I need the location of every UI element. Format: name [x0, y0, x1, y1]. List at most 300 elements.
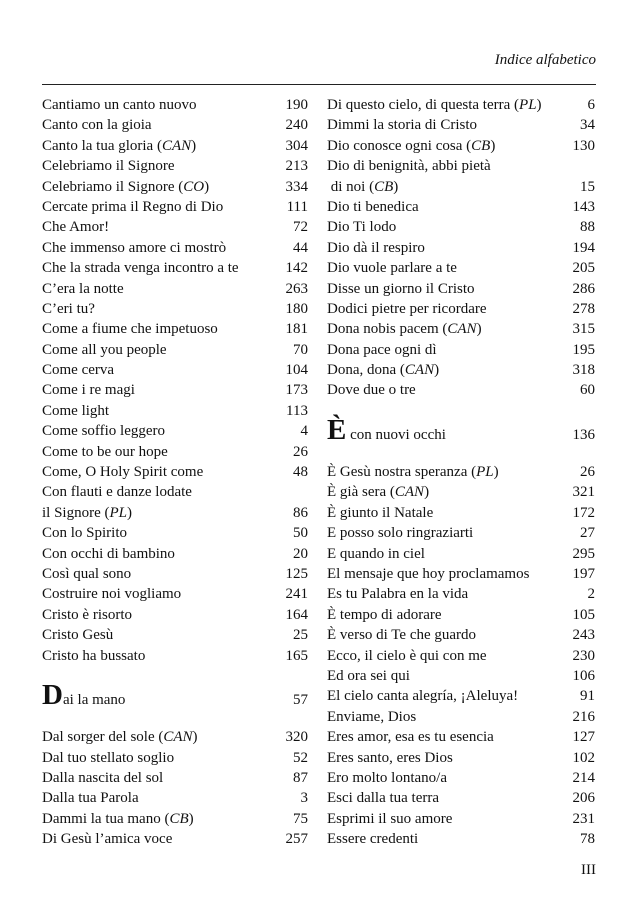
index-entry	[327, 95, 595, 115]
entry-page-number: 104	[285, 362, 308, 379]
index-column-left	[42, 95, 308, 849]
index-entry	[327, 584, 595, 604]
entry-title-text: Come a fiume che impetuoso	[42, 321, 218, 338]
entry-title-text: Ecco, il cielo è qui con me	[327, 647, 487, 664]
entry-title-text: È tempo di adorare	[327, 606, 442, 623]
entry-title	[327, 809, 452, 829]
index-entry	[327, 360, 595, 380]
entry-title-text: Che immenso amore ci mostrò	[42, 239, 227, 256]
index-entry	[42, 809, 308, 829]
entry-page-number: 50	[293, 525, 308, 542]
index-entry	[42, 584, 308, 604]
entry-page-number: 88	[580, 219, 595, 236]
entry-title	[42, 748, 174, 768]
entry-title-text: Come to be our hope	[42, 443, 168, 460]
entry-title	[327, 156, 491, 176]
index-entry	[327, 380, 595, 400]
entry-tag: CAN	[394, 484, 425, 501]
entry-title	[327, 768, 447, 788]
entry-page-number: 102	[572, 749, 595, 766]
index-entry	[42, 788, 308, 808]
entry-page-number: 86	[293, 504, 308, 521]
entry-title-text: ai la mano	[62, 692, 126, 709]
index-entry	[327, 238, 595, 258]
entry-title-text: Così qual sono	[42, 565, 132, 582]
entry-title	[42, 584, 181, 604]
entry-title-text: Come, O Holy Spirit come	[42, 464, 204, 481]
entry-title-text: Cristo è risorto	[42, 606, 132, 623]
entry-title	[42, 625, 113, 645]
entry-tag-close: )	[493, 464, 499, 481]
entry-title-text: Canto la tua gloria (	[42, 137, 162, 154]
entry-title-text: Come all you people	[42, 341, 167, 358]
entry-title-text: Dio conosce ogni cosa (	[327, 137, 472, 154]
entry-title	[327, 605, 442, 625]
entry-page-number: 125	[285, 565, 308, 582]
entry-page-number: 130	[572, 137, 595, 154]
entry-tag: CB	[169, 810, 189, 827]
index-entry	[327, 197, 595, 217]
entry-title	[42, 380, 135, 400]
index-entry	[327, 136, 595, 156]
index-entry	[42, 482, 308, 502]
entry-title-text: È giunto il Natale	[327, 504, 434, 521]
entry-page-number: 295	[572, 545, 595, 562]
entry-title	[42, 564, 131, 584]
entry-title	[327, 727, 494, 747]
entry-tag-close: )	[191, 137, 197, 154]
entry-title-text: Dalla nascita del sol	[42, 769, 164, 786]
entry-title-text: Come cerva	[42, 362, 115, 379]
entry-title-text: Con occhi di bambino	[42, 545, 175, 562]
running-header: Indice alfabetico	[494, 52, 596, 68]
index-entry	[42, 258, 308, 278]
index-entry	[42, 768, 308, 788]
entry-tag: PL	[519, 97, 537, 113]
entry-title-text: Che la strada venga incontro a te	[42, 260, 239, 277]
index-entry	[327, 605, 595, 625]
index-entry	[327, 829, 595, 849]
index-entry	[327, 666, 595, 686]
entry-page-number: 6	[587, 97, 595, 113]
entry-page-number: 214	[572, 769, 595, 786]
entry-page-number: 113	[286, 402, 308, 419]
header-rule	[42, 84, 596, 85]
entry-title	[42, 421, 165, 441]
entry-title	[42, 115, 152, 135]
index-section-start	[42, 679, 308, 727]
entry-title	[327, 584, 468, 604]
entry-tag: CB	[471, 137, 491, 154]
entry-title	[42, 523, 127, 543]
entry-title-text: Di Gesù l’amica voce	[42, 831, 173, 848]
index-entry	[327, 217, 595, 237]
index-entry	[42, 748, 308, 768]
index-entry	[42, 544, 308, 564]
entry-tag-close: )	[393, 178, 399, 195]
entry-page-number: 278	[572, 300, 595, 317]
entry-title	[327, 564, 529, 584]
entry-page-number: 52	[293, 749, 308, 766]
entry-page-number: 320	[285, 729, 308, 746]
index-entry	[327, 482, 595, 502]
entry-title-text: Dodici pietre per ricordare	[327, 300, 487, 317]
index-entry	[327, 788, 595, 808]
entry-tag-close: )	[434, 362, 440, 379]
entry-title	[327, 625, 476, 645]
entry-title-text: Dal tuo stellato soglio	[42, 749, 175, 766]
index-entry	[42, 523, 308, 543]
entry-title-text: Costruire noi vogliamo	[42, 586, 182, 603]
entry-title	[42, 401, 109, 421]
entry-tag: CAN	[404, 362, 435, 379]
index-entry	[327, 319, 595, 339]
entry-title-text: Cercate prima il Regno di Dio	[42, 198, 224, 215]
entry-title	[42, 442, 168, 462]
entry-title	[327, 258, 457, 278]
index-entry	[327, 707, 595, 727]
entry-page-number: 286	[572, 280, 595, 297]
index-entry	[42, 605, 308, 625]
entry-title-text: Dio di benignità, abbi pietà	[327, 158, 491, 175]
entry-title	[42, 340, 167, 360]
entry-title-text: Disse un giorno il Cristo	[327, 280, 475, 297]
entry-title	[42, 177, 209, 197]
entry-title-text: il Signore (	[42, 504, 110, 521]
entry-title-text: Celebriamo il Signore (	[42, 178, 184, 195]
entry-page-number: 173	[285, 382, 308, 399]
index-entry	[42, 115, 308, 135]
entry-title	[327, 462, 499, 482]
section-initial: D	[42, 679, 63, 712]
entry-page-number: 240	[285, 117, 308, 134]
entry-title	[327, 319, 482, 339]
entry-title-text: E posso solo ringraziarti	[327, 525, 474, 542]
entry-tag-close: )	[188, 810, 194, 827]
index-entry	[327, 564, 595, 584]
entry-title	[327, 748, 453, 768]
entry-page-number: 257	[285, 831, 308, 848]
entry-tag-close: )	[192, 729, 198, 746]
entry-title-text: Ed ora sei qui	[327, 667, 410, 684]
entry-page-number: 105	[572, 606, 595, 623]
entry-page-number: 26	[580, 464, 595, 481]
index-entry	[327, 503, 595, 523]
entry-page-number: 70	[293, 341, 308, 358]
entry-title	[42, 788, 139, 808]
entry-title-text: Esprimi il suo amore	[327, 810, 453, 827]
index-entry	[42, 156, 308, 176]
entry-title-text: È già sera (	[327, 484, 395, 501]
index-entry	[42, 646, 308, 666]
entry-title	[42, 258, 239, 278]
entry-page-number: 20	[293, 545, 308, 562]
index-entry	[42, 136, 308, 156]
index-entry	[327, 625, 595, 645]
index-entry	[42, 340, 308, 360]
entry-page-number: 206	[572, 790, 595, 807]
entry-title-text: con nuovi occhi	[346, 427, 446, 444]
entry-title-text: Esci dalla tua terra	[327, 790, 440, 807]
entry-title	[42, 238, 226, 258]
entry-title	[327, 177, 398, 197]
entry-title-text: Che Amor!	[42, 219, 110, 236]
entry-title-text: Eres santo, eres Dios	[327, 749, 453, 766]
entry-title-text: di noi (	[327, 178, 375, 195]
entry-page-number: 180	[285, 300, 308, 317]
entry-title-text: El cielo canta alegría, ¡Aleluya!	[327, 688, 519, 705]
index-entry	[42, 380, 308, 400]
entry-page-number: 87	[293, 769, 308, 786]
entry-title-text: Ero molto lontano/a	[327, 769, 447, 786]
entry-title-text: Celebriamo il Signore	[42, 158, 175, 175]
index-entry	[42, 421, 308, 441]
page-number: III	[581, 862, 596, 878]
index-entry	[327, 686, 595, 706]
entry-title	[42, 299, 95, 319]
entry-page-number: 321	[572, 484, 595, 501]
entry-title-text: Dio ti benedica	[327, 198, 419, 215]
entry-title	[327, 666, 410, 686]
entry-tag-close: )	[536, 97, 542, 113]
entry-title	[327, 136, 495, 156]
index-entry	[42, 625, 308, 645]
entry-title	[42, 646, 145, 666]
entry-title	[327, 503, 433, 523]
entry-page-number: 205	[572, 260, 595, 277]
index-entry	[327, 258, 595, 278]
entry-page-number: 304	[285, 137, 308, 154]
entry-page-number: 78	[580, 831, 595, 848]
index-entry	[42, 177, 308, 197]
entry-title	[327, 360, 439, 380]
entry-title-text: Eres amor, esa es tu esencia	[327, 729, 494, 746]
entry-title-text: Dove due o tre	[327, 382, 416, 399]
index-entry	[42, 829, 308, 849]
entry-page-number: 241	[285, 586, 308, 603]
entry-page-number: 334	[285, 178, 308, 195]
entry-title-text: È verso di Te che guardo	[327, 627, 477, 644]
index-entry	[327, 462, 595, 482]
entry-title	[327, 299, 487, 319]
entry-title-text: Dona, dona (	[327, 362, 405, 379]
entry-title-text: Dimmi la storia di Cristo	[327, 117, 477, 134]
entry-page-number: 27	[580, 525, 595, 542]
entry-title	[42, 136, 196, 156]
entry-page-number: 231	[572, 810, 595, 827]
entry-page-number: 57	[293, 692, 308, 709]
entry-page-number: 142	[285, 260, 308, 277]
index-section-start	[327, 414, 595, 462]
entry-tag: CO	[183, 178, 205, 195]
index-entry	[327, 523, 595, 543]
entry-tag: CAN	[163, 729, 193, 746]
entry-title-text: Dio Ti lodo	[327, 219, 397, 236]
entry-title-text: Dio vuole parlare a te	[327, 260, 457, 277]
entry-title	[327, 829, 418, 849]
entry-page-number: 243	[572, 627, 595, 644]
entry-tag: PL	[476, 464, 494, 481]
entry-page-number: 106	[572, 667, 595, 684]
entry-title	[327, 788, 439, 808]
entry-page-number: 318	[572, 362, 595, 379]
index-entry	[42, 299, 308, 319]
entry-title	[327, 380, 416, 400]
entry-title-text: Dona pace ogni dì	[327, 341, 437, 358]
entry-page-number: 60	[580, 382, 595, 399]
entry-title-text: Di questo cielo, di questa terra (	[327, 97, 520, 113]
entry-page-number: 15	[580, 178, 595, 195]
index-entry	[327, 115, 595, 135]
entry-page-number: 25	[293, 627, 308, 644]
entry-title	[42, 217, 109, 237]
entry-title	[327, 238, 425, 258]
index-entry	[42, 95, 308, 115]
entry-title-text: E quando in ciel	[327, 545, 425, 562]
index-entry	[327, 646, 595, 666]
entry-title	[42, 605, 132, 625]
entry-title	[42, 360, 114, 380]
entry-page-number: 3	[300, 790, 308, 807]
entry-title	[42, 95, 197, 115]
index-entry	[327, 340, 595, 360]
entry-title-text: Enviame, Dios	[327, 708, 417, 725]
entry-page-number: 48	[293, 464, 308, 481]
index-entry	[327, 156, 595, 176]
entry-title	[327, 408, 446, 462]
entry-title-text: Dona nobis pacem (	[327, 321, 448, 338]
entry-tag: PL	[109, 504, 128, 521]
entry-title-text: Es tu Palabra en la vida	[327, 586, 469, 603]
index-entry	[327, 727, 595, 747]
index-entry	[327, 177, 595, 197]
entry-title	[327, 707, 416, 727]
entry-title-text: C’eri tu?	[42, 300, 95, 317]
entry-page-number: 34	[580, 117, 595, 134]
entry-tag-close: )	[127, 504, 133, 521]
entry-page-number: 44	[293, 239, 308, 256]
entry-tag-close: )	[204, 178, 210, 195]
index-entry	[42, 462, 308, 482]
entry-title	[42, 462, 203, 482]
entry-page-number: 164	[285, 606, 308, 623]
entry-title	[42, 673, 125, 727]
entry-title-text: Come i re magi	[42, 382, 135, 399]
entry-title-text: Essere credenti	[327, 831, 419, 848]
entry-title-text: C’era la notte	[42, 280, 124, 297]
entry-title	[327, 197, 419, 217]
entry-title	[327, 95, 542, 115]
entry-title	[42, 156, 174, 176]
index-entry	[42, 319, 308, 339]
entry-title-text: Con lo Spirito	[42, 525, 128, 542]
entry-title-text: Cantiamo un canto nuovo	[42, 97, 197, 113]
entry-title	[327, 523, 473, 543]
entry-title-text: Dal sorger del sole (	[42, 729, 164, 746]
entry-tag: CAN	[447, 321, 477, 338]
entry-title-text: Dammi la tua mano (	[42, 810, 170, 827]
index-entry	[42, 197, 308, 217]
index-column-right	[327, 95, 595, 849]
index-entry	[327, 809, 595, 829]
entry-title	[42, 482, 192, 502]
entry-tag-close: )	[490, 137, 496, 154]
entry-title	[42, 197, 223, 217]
index-entry	[327, 299, 595, 319]
index-entry	[42, 442, 308, 462]
section-initial: È	[327, 414, 347, 447]
entry-title	[42, 727, 198, 747]
index-entry	[42, 279, 308, 299]
entry-title-text: Come light	[42, 402, 110, 419]
entry-title	[42, 544, 175, 564]
entry-title-text: Come soffio leggero	[42, 423, 166, 440]
entry-tag: CAN	[161, 137, 192, 154]
entry-title	[42, 319, 218, 339]
index-entry	[42, 217, 308, 237]
index-entry	[327, 279, 595, 299]
index-entry	[42, 727, 308, 747]
entry-page-number: 136	[572, 427, 595, 444]
entry-page-number: 213	[285, 158, 308, 175]
entry-title	[327, 646, 487, 666]
entry-title	[42, 768, 163, 788]
entry-page-number: 263	[285, 280, 308, 297]
entry-title	[327, 115, 477, 135]
entry-page-number: 194	[572, 239, 595, 256]
entry-title	[327, 279, 475, 299]
entry-page-number: 2	[587, 586, 595, 603]
entry-page-number: 143	[572, 198, 595, 215]
index-entry	[327, 544, 595, 564]
entry-tag: CB	[374, 178, 394, 195]
entry-title	[327, 686, 518, 706]
index-entry	[327, 748, 595, 768]
entry-page-number: 197	[572, 566, 595, 582]
entry-title-text: Dalla tua Parola	[42, 790, 139, 807]
entry-page-number: 172	[572, 504, 595, 521]
entry-title-text: Con flauti e danze lodate	[42, 484, 192, 501]
index-entry	[42, 401, 308, 421]
entry-page-number: 111	[286, 198, 308, 215]
entry-title-text: Cristo Gesù	[42, 627, 114, 644]
entry-title-text: Canto con la gioia	[42, 117, 152, 134]
entry-page-number: 4	[300, 423, 308, 440]
entry-page-number: 230	[572, 647, 595, 664]
entry-title	[42, 503, 132, 523]
index-entry	[42, 564, 308, 584]
entry-title-text: El mensaje que hoy proclamamos	[327, 566, 530, 582]
entry-title	[42, 809, 194, 829]
entry-title	[42, 279, 124, 299]
entry-page-number: 91	[580, 688, 595, 705]
index-entry	[42, 360, 308, 380]
entry-page-number: 72	[293, 219, 308, 236]
entry-page-number: 75	[293, 810, 308, 827]
entry-title	[327, 217, 396, 237]
entry-tag-close: )	[476, 321, 482, 338]
index-entry	[42, 503, 308, 523]
entry-page-number: 315	[572, 321, 595, 338]
entry-page-number: 127	[572, 729, 595, 746]
entry-page-number: 195	[572, 341, 595, 358]
entry-title-text: Cristo ha bussato	[42, 647, 146, 664]
entry-title-text: Dio dà il respiro	[327, 239, 425, 256]
entry-title	[327, 482, 429, 502]
entry-page-number: 181	[285, 321, 308, 338]
entry-page-number: 165	[285, 647, 308, 664]
entry-page-number: 190	[285, 97, 308, 113]
